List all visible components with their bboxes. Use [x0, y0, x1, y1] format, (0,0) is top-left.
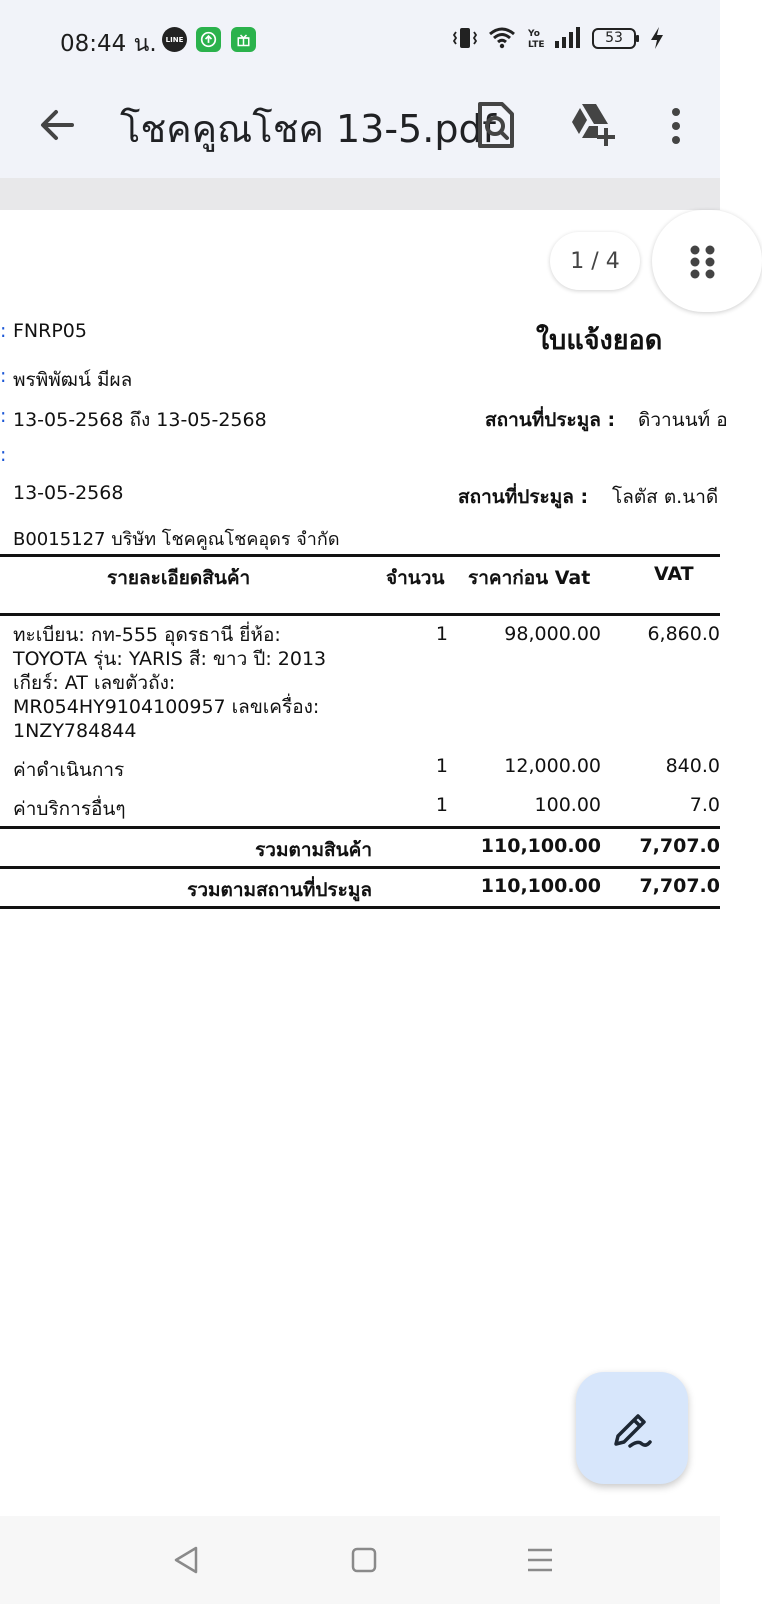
column-header-quantity: จำนวน — [386, 567, 445, 589]
signal-icon — [554, 27, 582, 49]
nav-back-button[interactable] — [168, 1542, 204, 1578]
subtotal-label: รวมตามสินค้า — [255, 839, 372, 861]
add-to-drive-button[interactable] — [568, 100, 616, 148]
pen-draw-icon — [610, 1406, 654, 1450]
table-row-price: 100.00 — [534, 794, 601, 816]
table-row-vat: 6,860.0 — [647, 623, 720, 645]
svg-text:LTE: LTE — [528, 40, 545, 50]
table-row-quantity: 1 — [435, 794, 448, 816]
app-bar — [0, 80, 720, 178]
viewer-background — [0, 178, 720, 210]
table-row-vat: 7.0 — [689, 794, 720, 816]
colon-mark: : — [0, 365, 7, 387]
battery-level: 53 — [605, 30, 623, 46]
fast-scroll-handle[interactable] — [652, 210, 762, 312]
table-row-quantity: 1 — [435, 755, 448, 777]
more-vert-icon — [660, 100, 692, 152]
column-header-vat: VAT — [654, 563, 694, 585]
header-bottom-rule — [0, 613, 720, 616]
column-header-price: ราคาก่อน Vat — [468, 567, 591, 589]
find-in-document-button[interactable] — [474, 100, 518, 152]
document-date: 13-05-2568 — [13, 482, 124, 504]
subtotal-price: 110,100.00 — [480, 835, 601, 857]
vibrate-icon — [452, 26, 478, 50]
system-navigation-bar — [0, 1516, 720, 1604]
status-bar — [0, 0, 720, 80]
total-label: รวมตามสถานที่ประมูล — [187, 879, 372, 901]
triangle-back-icon — [168, 1542, 204, 1578]
status-indicators — [452, 26, 664, 50]
upload-app-icon — [196, 27, 221, 52]
document-title: โชคคูณโชค 13-5.pdf — [120, 107, 496, 151]
status-time: 08:44 น. — [60, 31, 157, 57]
colon-mark: : — [0, 444, 7, 466]
total-bottom-rule — [0, 906, 720, 909]
date-range: 13-05-2568 ถึง 13-05-2568 — [13, 409, 267, 431]
back-button[interactable] — [36, 104, 78, 146]
person-name: พรพิพัฒน์ มีผล — [13, 369, 133, 391]
arrow-left-icon — [36, 104, 78, 146]
table-row-description: ค่าดำเนินการ — [13, 759, 125, 781]
gift-app-icon — [231, 27, 256, 52]
table-row-price: 12,000.00 — [504, 755, 601, 777]
drive-add-icon — [568, 100, 616, 148]
document-heading: ใบแจ้งยอด — [536, 325, 663, 356]
line-app-icon — [162, 27, 187, 52]
volte-icon — [526, 26, 544, 50]
auction-place-label: สถานที่ประมูล : — [458, 486, 589, 508]
total-vat: 7,707.0 — [639, 875, 720, 897]
wifi-icon — [488, 27, 516, 49]
menu-lines-icon — [522, 1542, 558, 1578]
table-top-rule — [0, 554, 720, 557]
table-row-description: ทะเบียน: กท-555 อุดรธานี ยี่ห้อ: TOYOTA รุ่น: YARIS สี: ขาว ปี: 2013 เกียร์: AT เลขตัวถัง: MR054HY9104100957 เลขเครื่อง: 1NZY784844 — [13, 624, 327, 742]
subtotal-vat: 7,707.0 — [639, 835, 720, 857]
table-row-quantity: 1 — [435, 623, 448, 645]
auction-place-label: สถานที่ประมูล : — [485, 409, 616, 431]
total-price: 110,100.00 — [480, 875, 601, 897]
table-row-vat: 840.0 — [665, 755, 720, 777]
more-options-button[interactable] — [660, 100, 692, 152]
column-header-description: รายละเอียดสินค้า — [107, 567, 251, 589]
line-app-label: LINE — [165, 35, 184, 44]
drag-handle-icon — [690, 245, 716, 279]
svg-text:Yo: Yo — [528, 29, 540, 39]
table-row-price: 98,000.00 — [504, 623, 601, 645]
nav-home-button[interactable] — [346, 1542, 382, 1578]
charging-icon — [650, 26, 664, 50]
subtotal-top-rule — [0, 826, 720, 829]
battery-icon — [592, 28, 636, 49]
auction-place-value: โลตัส ต.นาดี — [612, 486, 719, 508]
colon-mark: : — [0, 405, 7, 427]
page-indicator: 1 / 4 — [550, 232, 640, 290]
nav-recents-button[interactable] — [522, 1542, 558, 1578]
customer-info: B0015127 บริษัท โชคคูณโชคอุดร จำกัด — [13, 529, 340, 550]
auction-place-value: ดิวานนท์ อ — [638, 409, 728, 431]
colon-mark: : — [0, 320, 7, 342]
document-search-icon — [474, 100, 518, 152]
square-home-icon — [346, 1542, 382, 1578]
total-top-rule — [0, 866, 720, 869]
annotate-button[interactable] — [576, 1372, 688, 1484]
report-code: FNRP05 — [13, 320, 87, 342]
table-row-description: ค่าบริการอื่นๆ — [13, 798, 126, 820]
